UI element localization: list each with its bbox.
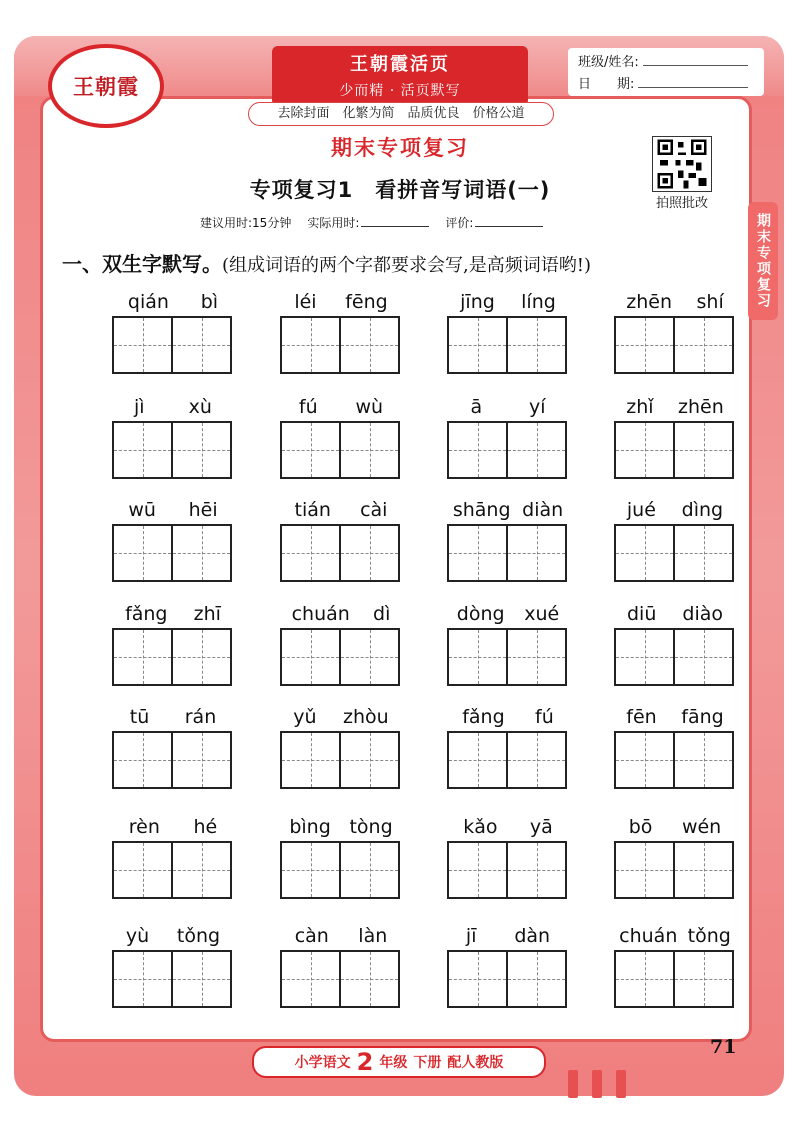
writing-boxes (447, 316, 567, 374)
tianzige-box[interactable] (449, 423, 508, 477)
tianzige-box[interactable] (616, 843, 675, 897)
pinyin-syllable: diào (682, 603, 723, 625)
word-item (280, 703, 402, 789)
pinyin-syllable: dòng (456, 603, 505, 625)
word-item (614, 922, 736, 1008)
pinyin-syllable: zhī (193, 603, 221, 625)
pinyin-syllable: tián (294, 499, 331, 521)
evaluation-field[interactable]: 评价: (445, 214, 543, 231)
pinyin-syllable: tòng (349, 816, 393, 838)
pinyin-row (447, 600, 569, 628)
logo-text: 王朝霞 (73, 74, 139, 99)
pinyin-row (112, 922, 234, 950)
tianzige-box[interactable] (173, 318, 230, 372)
pinyin-syllable: jì (134, 396, 145, 418)
tianzige-box[interactable] (508, 423, 565, 477)
writing-boxes (280, 316, 400, 374)
time-info (200, 214, 543, 231)
pinyin-syllable: jué (626, 499, 656, 521)
tianzige-box[interactable] (114, 952, 173, 1006)
writing-boxes (280, 421, 400, 479)
brand-logo (48, 44, 164, 128)
pinyin-row (614, 496, 736, 524)
tianzige-box[interactable] (173, 952, 230, 1006)
writing-boxes (112, 524, 232, 582)
writing-boxes (280, 731, 400, 789)
pinyin-row (280, 600, 402, 628)
pinyin-syllable: jī (465, 925, 477, 947)
word-item (614, 288, 736, 374)
pinyin-syllable: fǎng (462, 706, 505, 728)
word-item (112, 288, 234, 374)
pinyin-row (447, 922, 569, 950)
pinyin-syllable: rèn (128, 816, 160, 838)
footer-edition: 配人教版 (447, 1055, 504, 1071)
pinyin-syllable: wén (681, 816, 722, 838)
tianzige-box[interactable] (508, 733, 565, 787)
pinyin-syllable: fēng (345, 291, 388, 313)
tianzige-box[interactable] (282, 318, 341, 372)
writing-boxes (614, 628, 734, 686)
tianzige-box[interactable] (282, 733, 341, 787)
writing-boxes (614, 524, 734, 582)
tianzige-box[interactable] (675, 952, 732, 1006)
pinyin-row (112, 703, 234, 731)
tianzige-box[interactable] (616, 952, 675, 1006)
pinyin-row (447, 496, 569, 524)
tianzige-box[interactable] (449, 843, 508, 897)
pinyin-syllable: bō (628, 816, 653, 838)
writing-boxes (112, 628, 232, 686)
pinyin-row (447, 703, 569, 731)
pinyin-row (112, 496, 234, 524)
pinyin-syllable: shí (696, 291, 724, 313)
pinyin-syllable: yǔ (293, 706, 317, 728)
pinyin-syllable: bì (200, 291, 219, 313)
tianzige-box[interactable] (675, 423, 732, 477)
writing-boxes (614, 841, 734, 899)
pinyin-syllable: jīng (460, 291, 495, 313)
page-title: 专项复习1 看拼音写词语(一) (249, 178, 551, 202)
pinyin-syllable: zhòu (343, 706, 389, 728)
tianzige-box[interactable] (341, 423, 398, 477)
class-name-field[interactable] (568, 48, 764, 70)
tianzige-box[interactable] (173, 733, 230, 787)
writing-boxes (280, 950, 400, 1008)
tianzige-box[interactable] (341, 318, 398, 372)
word-item (112, 600, 234, 686)
pinyin-syllable: zhēn (626, 291, 672, 313)
tianzige-box[interactable] (616, 318, 675, 372)
page-number: 71 (710, 1036, 737, 1058)
instruction-note: (组成词语的两个字都要求会写,是高频词语哟!) (222, 255, 591, 276)
tianzige-box[interactable] (282, 843, 341, 897)
word-item (447, 813, 569, 899)
brand-banner (272, 46, 528, 106)
tianzige-box[interactable] (114, 733, 173, 787)
footer-subject: 小学语文 (294, 1055, 351, 1071)
word-item (112, 922, 234, 1008)
word-item (614, 813, 736, 899)
tianzige-box[interactable] (341, 733, 398, 787)
pinyin-row (280, 393, 402, 421)
tianzige-box[interactable] (449, 952, 508, 1006)
tianzige-box[interactable] (449, 526, 508, 580)
pinyin-syllable: fǎng (125, 603, 168, 625)
pinyin-row (280, 922, 402, 950)
section-title: 期末专项复习 (331, 136, 469, 160)
footer-grade-number: 2 (356, 1048, 374, 1076)
pinyin-row (614, 813, 736, 841)
brand-title: 王朝霞活页 (350, 54, 450, 75)
student-info-box (568, 48, 764, 96)
tianzige-box[interactable] (173, 630, 230, 684)
word-item (447, 703, 569, 789)
pinyin-syllable: làn (358, 925, 388, 947)
tianzige-box[interactable] (341, 630, 398, 684)
word-item (280, 813, 402, 899)
tianzige-box[interactable] (675, 318, 732, 372)
pinyin-syllable: ā (470, 396, 483, 418)
word-item (447, 288, 569, 374)
pinyin-row (447, 813, 569, 841)
pinyin-syllable: hé (193, 816, 218, 838)
side-tab: 期末专项复习 (748, 202, 778, 320)
writing-boxes (112, 421, 232, 479)
pinyin-syllable: rán (184, 706, 217, 728)
tianzige-box[interactable] (341, 843, 398, 897)
pinyin-row (280, 703, 402, 731)
writing-boxes (112, 316, 232, 374)
tianzige-box[interactable] (675, 630, 732, 684)
tianzige-box[interactable] (508, 843, 565, 897)
tianzige-box[interactable] (114, 843, 173, 897)
pinyin-syllable: yā (529, 816, 553, 838)
tianzige-box[interactable] (282, 630, 341, 684)
word-item (280, 393, 402, 479)
writing-boxes (447, 841, 567, 899)
writing-boxes (614, 731, 734, 789)
tianzige-box[interactable] (449, 318, 508, 372)
pinyin-row (447, 393, 569, 421)
tianzige-box[interactable] (173, 526, 230, 580)
writing-boxes (112, 841, 232, 899)
tianzige-box[interactable] (114, 526, 173, 580)
word-item (112, 703, 234, 789)
binding-tabs (568, 1070, 626, 1098)
word-item (280, 288, 402, 374)
word-item (447, 922, 569, 1008)
pinyin-row (614, 393, 736, 421)
word-item (447, 393, 569, 479)
word-item (614, 600, 736, 686)
writing-boxes (447, 421, 567, 479)
writing-boxes (447, 731, 567, 789)
tianzige-box[interactable] (508, 952, 565, 1006)
pinyin-syllable: diū (627, 603, 657, 625)
tianzige-box[interactable] (616, 526, 675, 580)
actual-time-field[interactable]: 实际用时: (307, 214, 429, 231)
writing-boxes (112, 731, 232, 789)
pinyin-syllable: zhǐ (626, 396, 654, 418)
writing-boxes (447, 524, 567, 582)
pinyin-syllable: chuán (619, 925, 678, 947)
pinyin-syllable: fēn (626, 706, 657, 728)
tianzige-box[interactable] (616, 630, 675, 684)
writing-boxes (614, 950, 734, 1008)
pinyin-syllable: qián (127, 291, 169, 313)
instruction (62, 248, 591, 277)
writing-boxes (112, 950, 232, 1008)
pinyin-syllable: líng (521, 291, 556, 313)
tianzige-box[interactable] (114, 318, 173, 372)
footer-grade-label: 年级 (379, 1055, 408, 1071)
pinyin-syllable: fú (535, 706, 554, 728)
tianzige-box[interactable] (282, 423, 341, 477)
pinyin-row (112, 288, 234, 316)
tianzige-box[interactable] (508, 630, 565, 684)
pinyin-syllable: càn (294, 925, 329, 947)
tianzige-box[interactable] (616, 423, 675, 477)
suggested-time: 建议用时:15分钟 (200, 216, 292, 230)
word-item (280, 600, 402, 686)
pinyin-row (614, 600, 736, 628)
pinyin-row (280, 813, 402, 841)
tianzige-box[interactable] (508, 318, 565, 372)
tianzige-box[interactable] (616, 733, 675, 787)
word-item (112, 496, 234, 582)
writing-boxes (280, 628, 400, 686)
pinyin-syllable: cài (360, 499, 388, 521)
pinyin-row (280, 288, 402, 316)
word-item (447, 600, 569, 686)
tianzige-box[interactable] (508, 526, 565, 580)
brand-subtitle: 少而精 · 活页默写 (339, 83, 461, 99)
date-field[interactable] (568, 70, 764, 92)
writing-boxes (280, 841, 400, 899)
pinyin-row (112, 393, 234, 421)
word-item (112, 393, 234, 479)
writing-boxes (447, 950, 567, 1008)
tianzige-box[interactable] (114, 423, 173, 477)
pinyin-syllable: wū (128, 499, 156, 521)
pinyin-syllable: tǒng (687, 925, 731, 947)
tianzige-box[interactable] (173, 843, 230, 897)
pinyin-syllable: yí (529, 396, 546, 418)
tianzige-box[interactable] (282, 526, 341, 580)
word-item (614, 496, 736, 582)
pinyin-row (614, 703, 736, 731)
pinyin-syllable: zhēn (678, 396, 724, 418)
pinyin-syllable: tǒng (176, 925, 221, 947)
pinyin-syllable: shāng (452, 499, 511, 521)
word-item (280, 922, 402, 1008)
pinyin-syllable: diàn (522, 499, 564, 521)
word-item (280, 496, 402, 582)
qr-code-icon[interactable] (652, 136, 712, 192)
pinyin-row (112, 600, 234, 628)
tianzige-box[interactable] (114, 630, 173, 684)
writing-boxes (614, 421, 734, 479)
pinyin-row (447, 288, 569, 316)
tianzige-box[interactable] (675, 843, 732, 897)
instruction-main: 一、双生字默写。 (62, 252, 222, 276)
date-label: 日 期: (578, 77, 635, 92)
pinyin-syllable: bìng (289, 816, 331, 838)
footer-banner (252, 1046, 546, 1078)
writing-boxes (280, 524, 400, 582)
writing-boxes (614, 316, 734, 374)
word-item (614, 393, 736, 479)
pinyin-syllable: dàn (514, 925, 551, 947)
tianzige-box[interactable] (341, 952, 398, 1006)
pinyin-syllable: fú (298, 396, 318, 418)
pinyin-syllable: tū (129, 706, 150, 728)
tianzige-box[interactable] (675, 526, 732, 580)
pinyin-row (280, 496, 402, 524)
pinyin-syllable: chuán (291, 603, 350, 625)
tianzige-box[interactable] (341, 526, 398, 580)
pinyin-syllable: fāng (681, 706, 724, 728)
word-item (447, 496, 569, 582)
tianzige-box[interactable] (173, 423, 230, 477)
pinyin-syllable: dìng (681, 499, 724, 521)
slogan: 去除封面 化繁为简 品质优良 价格公道 (248, 102, 554, 126)
tianzige-box[interactable] (675, 733, 732, 787)
tianzige-box[interactable] (282, 952, 341, 1006)
tianzige-box[interactable] (449, 630, 508, 684)
pinyin-syllable: hēi (188, 499, 218, 521)
word-item (112, 813, 234, 899)
pinyin-syllable: dì (373, 603, 391, 625)
pinyin-row (112, 813, 234, 841)
class-name-label: 班级/姓名: (578, 55, 639, 70)
qr-label: 拍照批改 (655, 196, 708, 211)
footer-volume: 下册 (413, 1055, 442, 1071)
pinyin-syllable: xù (188, 396, 212, 418)
pinyin-syllable: wù (355, 396, 384, 418)
pinyin-syllable: yù (125, 925, 150, 947)
pinyin-syllable: léi (294, 291, 317, 313)
word-item (614, 703, 736, 789)
tianzige-box[interactable] (449, 733, 508, 787)
writing-boxes (447, 628, 567, 686)
pinyin-row (614, 922, 736, 950)
pinyin-syllable: xué (524, 603, 560, 625)
pinyin-row (614, 288, 736, 316)
pinyin-syllable: kǎo (463, 816, 498, 838)
